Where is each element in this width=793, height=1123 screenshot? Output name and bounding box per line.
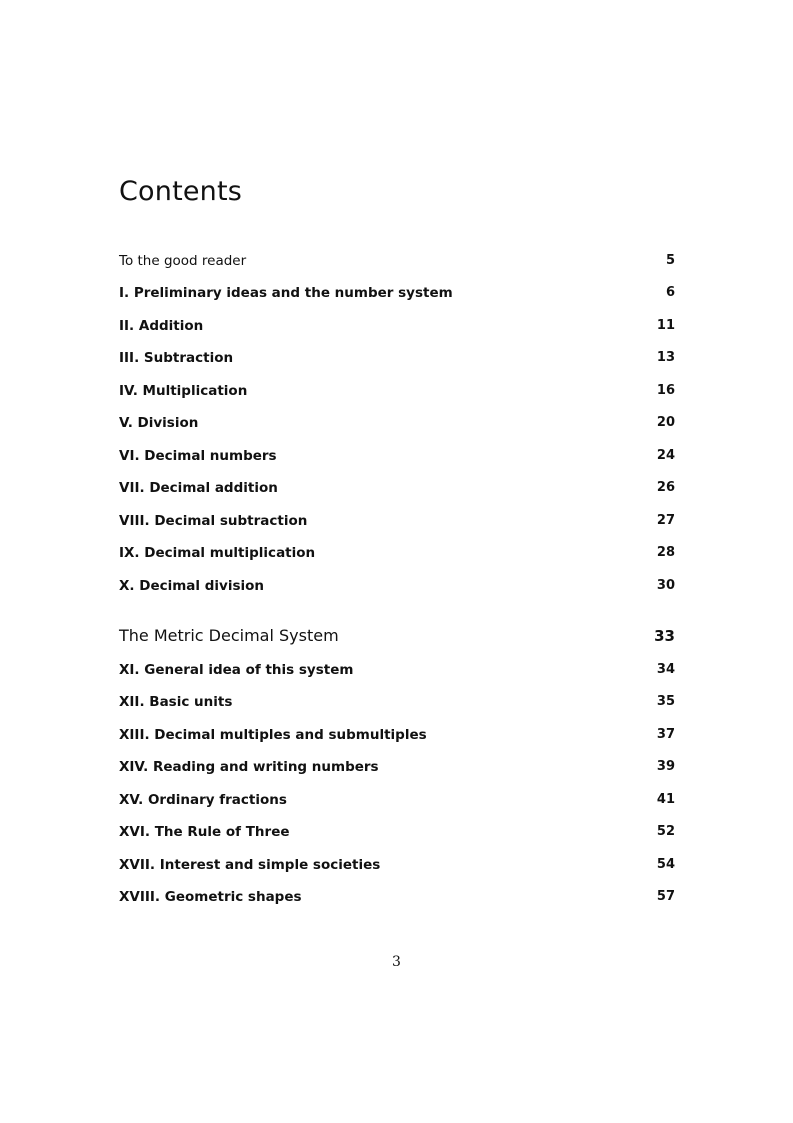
toc-entry-chapter-12[interactable]: [119, 692, 675, 712]
toc-entry-chapter-14[interactable]: [119, 757, 675, 777]
toc-entry-label: To the good reader: [119, 253, 247, 269]
toc-entry-page: 11: [656, 318, 675, 333]
toc-entry-chapter-6[interactable]: [119, 446, 675, 466]
toc-entry-label: III. Subtraction: [119, 350, 234, 366]
toc-section-page: 33: [654, 627, 675, 645]
toc-entry-page: 28: [656, 545, 675, 560]
toc-entry-page: 37: [656, 727, 675, 742]
toc-entry-chapter-18[interactable]: [119, 887, 675, 907]
toc-entry-page: 39: [656, 759, 675, 774]
toc-entry-label: X. Decimal division: [119, 578, 264, 594]
toc-entry-page: 30: [656, 578, 675, 593]
toc-entry-label: IX. Decimal multiplication: [119, 545, 316, 561]
toc-entry-page: 54: [656, 857, 675, 872]
toc-entry-chapter-11[interactable]: [119, 660, 675, 680]
toc-entry-label: VIII. Decimal subtraction: [119, 513, 308, 529]
toc-entry-page: 35: [656, 694, 675, 709]
toc-entry-label: VII. Decimal addition: [119, 480, 278, 496]
toc-entry-label: XVII. Interest and simple societies: [119, 857, 381, 873]
toc-entry-chapter-15[interactable]: [119, 790, 675, 810]
toc-entry-page: 20: [656, 415, 675, 430]
toc-section-metric-decimal-system[interactable]: [119, 624, 675, 648]
toc-entry-chapter-10[interactable]: [119, 576, 675, 596]
toc-entry-chapter-2[interactable]: [119, 316, 675, 336]
toc-entry-label: VI. Decimal numbers: [119, 448, 277, 464]
toc-section-label: The Metric Decimal System: [119, 626, 339, 645]
toc-entry-label: XV. Ordinary fractions: [119, 792, 287, 808]
toc-entry-chapter-7[interactable]: [119, 478, 675, 498]
toc-entry-label: XI. General idea of this system: [119, 662, 354, 678]
toc-entry-page: 34: [656, 662, 675, 677]
page-number: 3: [392, 954, 401, 970]
page-title: Contents: [119, 176, 243, 207]
toc-entry-chapter-9[interactable]: [119, 543, 675, 563]
toc-entry-to-the-good-reader[interactable]: [119, 251, 675, 271]
toc-entry-chapter-13[interactable]: [119, 725, 675, 745]
toc-entry-label: XIV. Reading and writing numbers: [119, 759, 379, 775]
toc-entry-page: 5: [665, 253, 675, 268]
toc-entry-label: XVIII. Geometric shapes: [119, 889, 302, 905]
toc-entry-label: XVI. The Rule of Three: [119, 824, 290, 840]
toc-entry-label: XIII. Decimal multiples and submultiples: [119, 727, 427, 743]
toc-entry-chapter-16[interactable]: [119, 822, 675, 842]
toc-entry-label: II. Addition: [119, 318, 204, 334]
toc-entry-page: 16: [656, 383, 675, 398]
toc-entry-page: 6: [665, 285, 675, 300]
toc-entry-label: V. Division: [119, 415, 199, 431]
toc-entry-page: 41: [656, 792, 675, 807]
toc-entry-label: IV. Multiplication: [119, 383, 248, 399]
toc-entry-page: 13: [656, 350, 675, 365]
toc-entry-chapter-4[interactable]: [119, 381, 675, 401]
toc-entry-page: 24: [656, 448, 675, 463]
toc-entry-page: 26: [656, 480, 675, 495]
toc-entry-chapter-5[interactable]: [119, 413, 675, 433]
toc-entry-chapter-8[interactable]: [119, 511, 675, 531]
toc-entry-chapter-17[interactable]: [119, 855, 675, 875]
toc-entry-label: XII. Basic units: [119, 694, 233, 710]
toc-entry-page: 57: [656, 889, 675, 904]
toc-entry-label: I. Preliminary ideas and the number system: [119, 285, 453, 301]
toc-entry-chapter-3[interactable]: [119, 348, 675, 368]
toc-entry-page: 27: [656, 513, 675, 528]
toc-entry-page: 52: [656, 824, 675, 839]
toc-entry-chapter-1[interactable]: [119, 283, 675, 303]
